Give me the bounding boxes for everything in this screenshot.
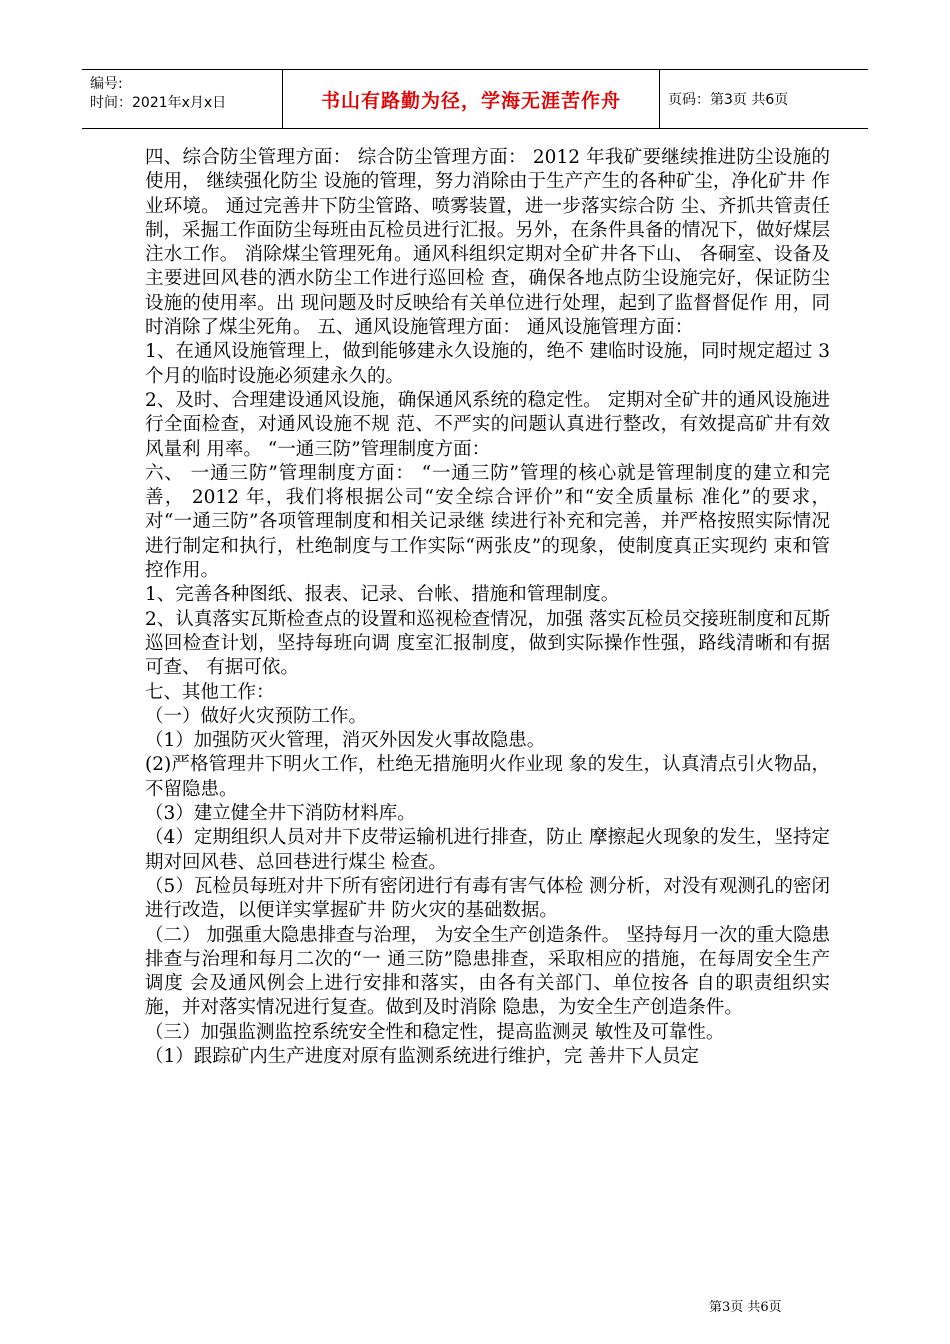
document-number-label: 编号: — [90, 76, 123, 92]
paragraph: （1）跟踪矿内生产进度对原有监测系统进行维护，完 善井下人员定 — [145, 1045, 700, 1067]
paragraph: 1、完善各种图纸、报表、记录、台帐、措施和管理制度。 — [145, 584, 620, 606]
paragraph: 四、综合防尘管理方面： 综合防尘管理方面： 2012 年我矿要继续推进防尘设施的使用， 继续强化防尘 设施的管理，努力消除由于生产产生的各种矿尘，净化矿井 作业环境。 通过完善井下防尘管路、喷雾装置，进一步落实综合防 尘、齐抓共管责任制，采掘工作面防尘每班由瓦检员进行汇报。另外，在条件具备的情况下，做好煤层注水工作。 消除煤尘管理死角。通风科组织定期对全矿井各下山、 各硐室、设备及主要进回风巷的洒水防尘工作进行巡回检 查，确保各地点防尘设施完好，保证防尘设施的使用率。出 现问题及时反映给有关单位进行处理，起到了监督督促作 用，同时消除了煤尘死角。 五、通风设施管理方面： 通风设施管理方面： — [145, 147, 830, 339]
paragraph: 六、 一通三防”管理制度方面： “一通三防”管理的核心就是管理制度的建立和完善， 2012 年，我们将根据公司“安全综合评价”和“安全质量标 准化”的要求，对“一通三防”各项管理制度和相关记录继 续进行补充和完善，并严格按照实际情况进行制定和执行，杜绝制度与工作实际“两张皮”的现象，使制度真正实现约 束和管控作用。 — [145, 462, 830, 582]
paragraph: （一）做好火灾预防工作。 — [145, 705, 368, 727]
page-header — [82, 69, 868, 129]
paragraph: （3）建立健全井下消防材料库。 — [145, 803, 416, 825]
paragraph: 2、及时、合理建设通风设施，确保通风系统的稳定性。 定期对全矿井的通风设施进行全面检查，对通风设施不规 范、不严实的问题认真进行整改，有效提高矿井有效风量利 用率。 “一通三防”管理制度方面： — [145, 389, 830, 460]
page-footer-number: 第3页 共6页 — [709, 1300, 782, 1315]
document-date-label: 时间：2021年x月x日 — [90, 95, 227, 111]
paragraph: （4）定期组织人员对井下皮带运输机进行排查，防止 摩擦起火现象的发生，坚持定期对回风巷、总回巷进行煤尘 检查。 — [145, 827, 830, 873]
paragraph: 2、认真落实瓦斯检查点的设置和巡视检查情况，加强 落实瓦检员交接班制度和瓦斯巡回检查计划，坚持每班向调 度室汇报制度，做到实际操作性强，路线清晰和有据可查、 有据可依。 — [145, 608, 830, 679]
paragraph: （二） 加强重大隐患排查与治理， 为安全生产创造条件。 坚持每月一次的重大隐患排查与治理和每月二次的“一 通三防”隐患排查，采取相应的措施，在每周安全生产调度 会及通风例会上进行安排和落实，由各有关部门、单位按各 自的职责组织实施，并对落实情况进行复查。做到及时消除 隐患，为安全生产创造条件。 — [145, 924, 830, 1019]
paragraph: （1）加强防灭火管理，消灭外因发火事故隐患。 — [145, 730, 546, 752]
header-motto: 书山有路勤为径，学海无涯苦作舟 — [320, 89, 621, 112]
paragraph: (2)严格管理井下明火工作，杜绝无措施明火作业现 象的发生，认真清点引火物品，不留隐患。 — [145, 754, 830, 800]
paragraph: 1、在通风设施管理上，做到能够建永久设施的，绝不 建临时设施，同时规定超过 3 个月的临时设施必须建永久的。 — [145, 341, 830, 387]
header-page-label: 页码：第3页 共6页 — [668, 92, 789, 108]
paragraph: （5）瓦检员每班对井下所有密闭进行有毒有害气体检 测分析，对没有观测孔的密闭进行改造，以便详实掌握矿井 防火灾的基础数据。 — [145, 875, 830, 922]
paragraph: 七、其他工作： — [145, 681, 275, 703]
document-body — [145, 146, 830, 1069]
header-info — [90, 70, 282, 128]
paragraph: （三）加强监测监控系统安全性和稳定性，提高监测灵 敏性及可靠性。 — [145, 1021, 725, 1043]
